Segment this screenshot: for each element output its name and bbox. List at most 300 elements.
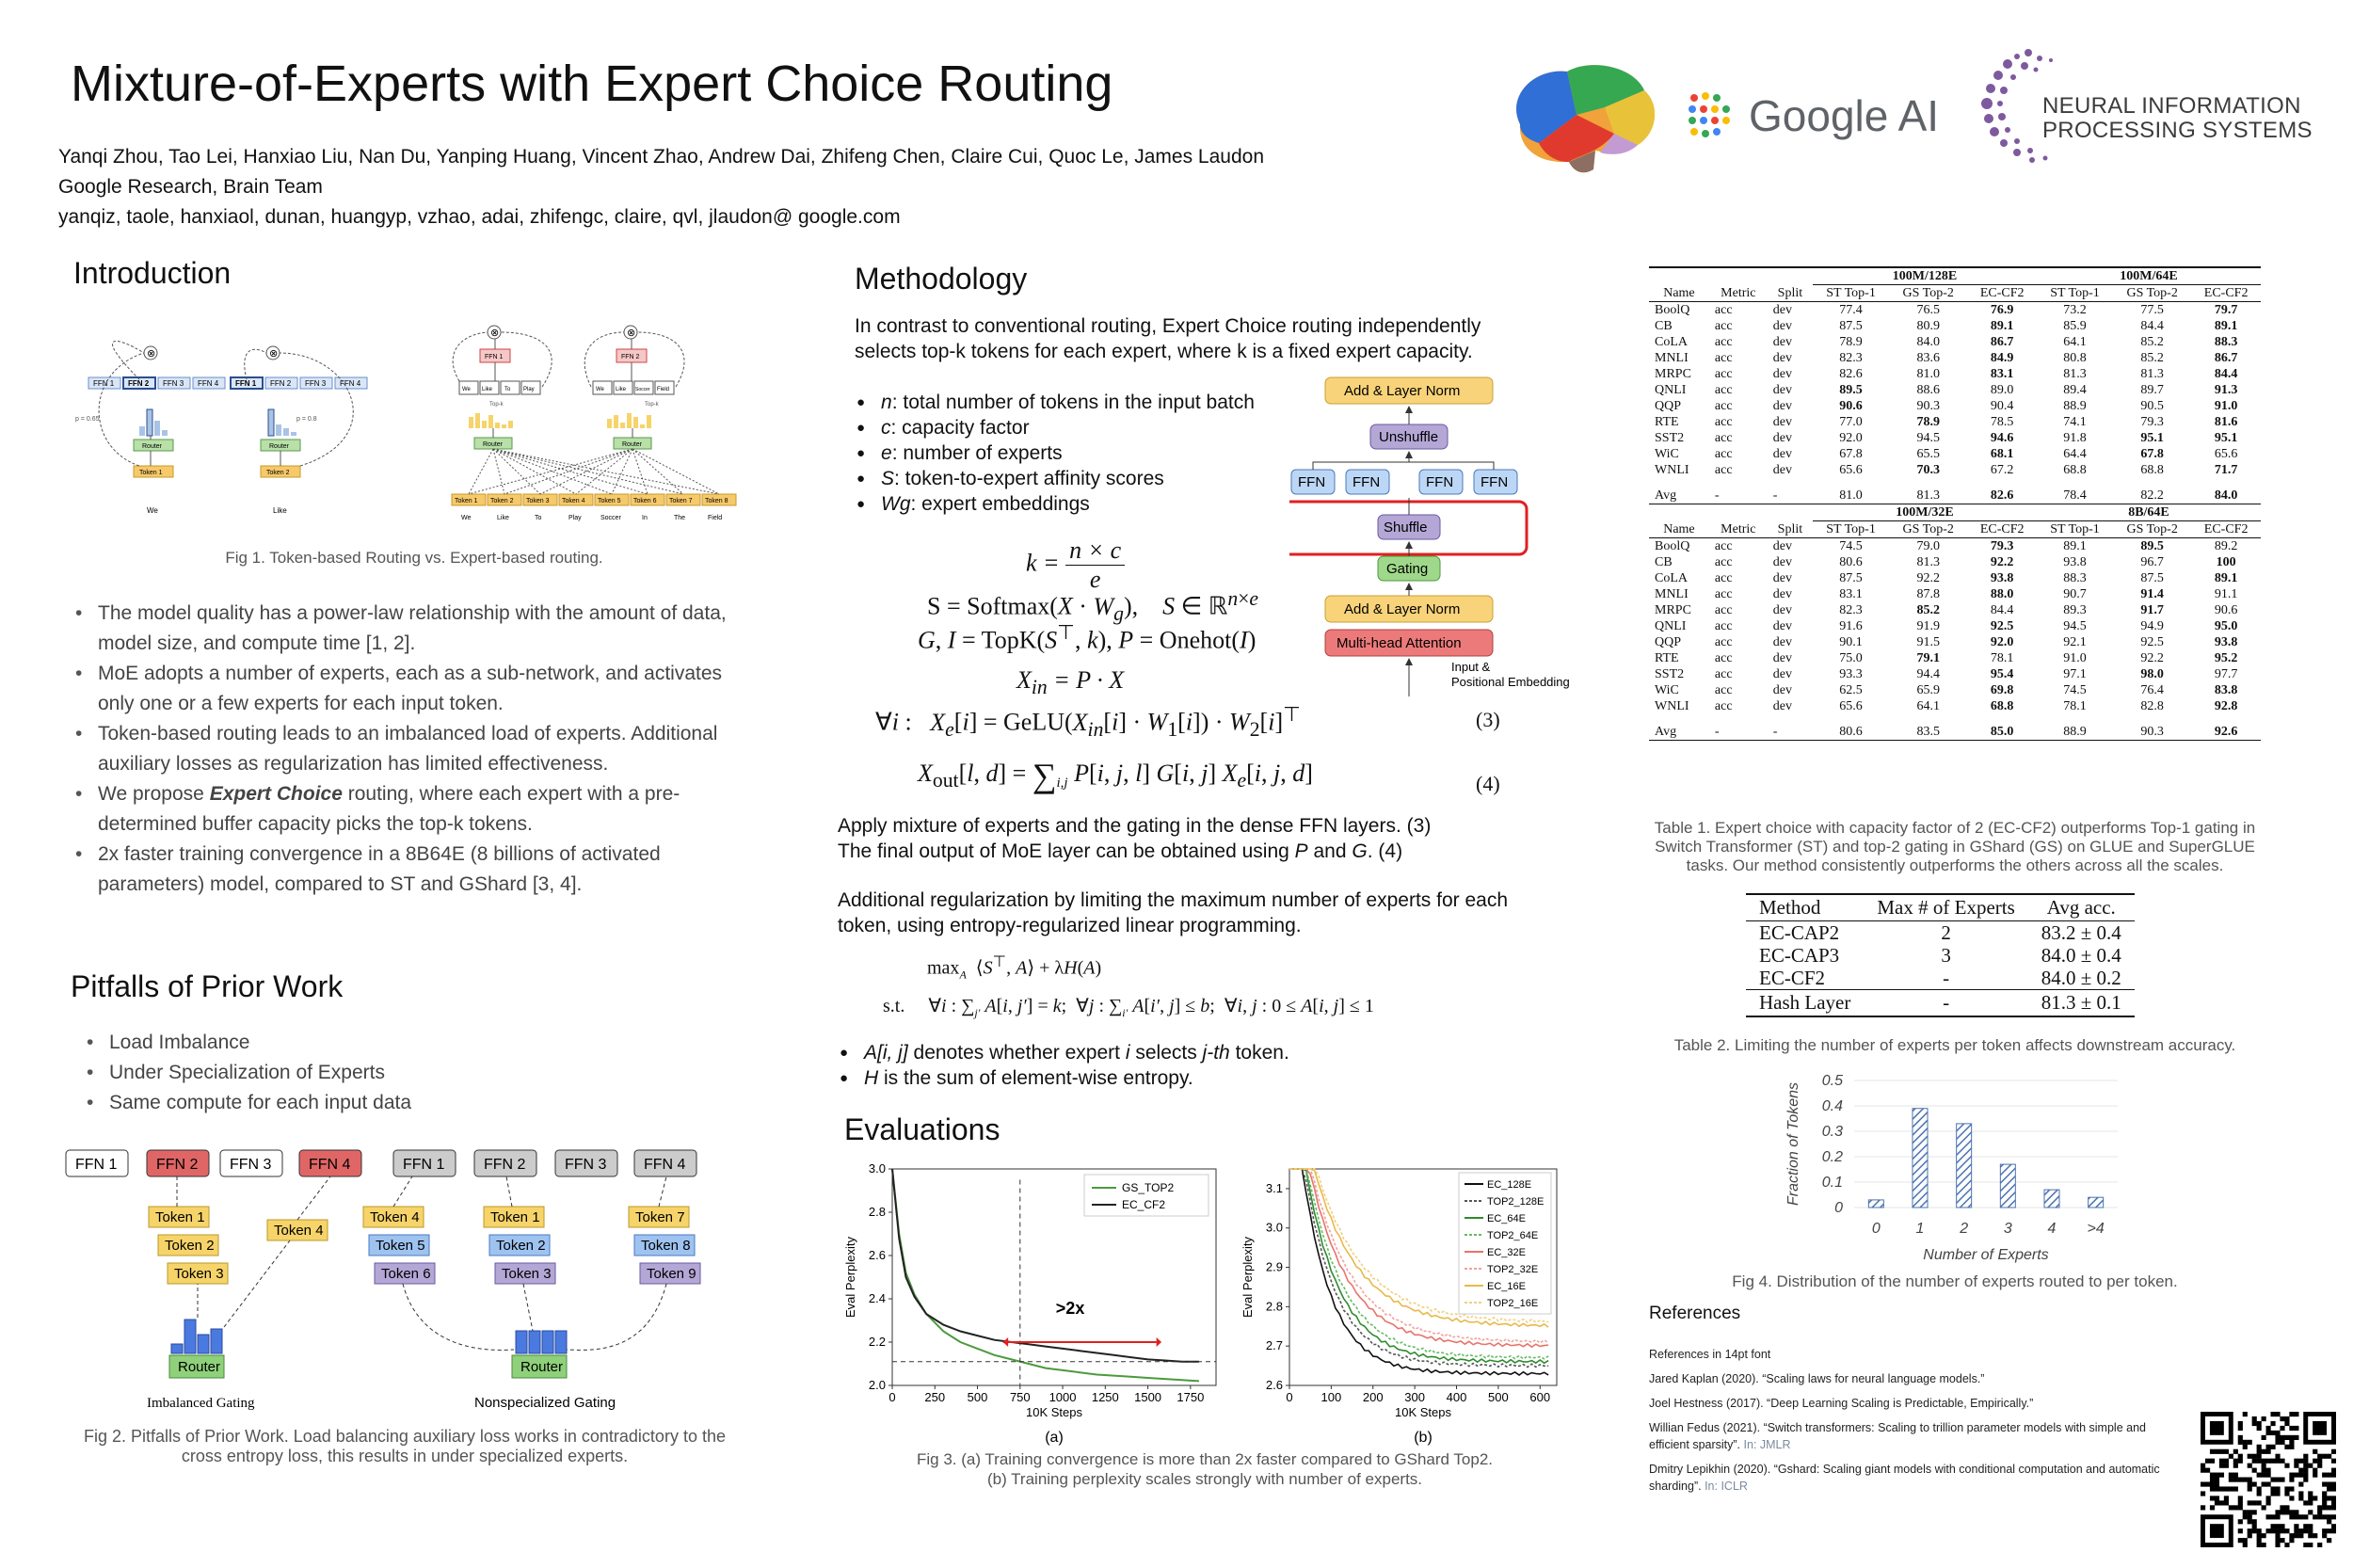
references-note: References in 14pt font — [1649, 1348, 1771, 1361]
qr-module — [2266, 1481, 2271, 1486]
x-axis-label: 10K Steps — [1395, 1405, 1451, 1419]
table1-cell: WiC — [1655, 447, 1679, 461]
qr-module — [2205, 1481, 2210, 1486]
table1-group-header — [1649, 504, 2261, 521]
svg-text:FFN 2: FFN 2 — [484, 1157, 526, 1173]
table1-cell: 95.1 — [2140, 431, 2164, 445]
qr-module — [2280, 1416, 2284, 1421]
qr-module — [2266, 1445, 2271, 1449]
table1-cell: acc — [1714, 319, 1733, 333]
qr-module — [2224, 1459, 2229, 1464]
table1-cell: acc — [1714, 699, 1733, 713]
qr-module — [2275, 1459, 2280, 1464]
y-tick-label: 2.4 — [868, 1291, 886, 1305]
y-tick-label: 2.0 — [868, 1378, 886, 1392]
svg-text:Router: Router — [483, 441, 504, 448]
pitfalls-heading: Pitfalls of Prior Work — [71, 969, 344, 1003]
def-n: ● n: total number of tokens in the input batch — [855, 390, 1306, 415]
table1-cell: 93.8 — [1990, 571, 2014, 585]
qr-module — [2248, 1533, 2252, 1538]
svg-text:FFN 4: FFN 4 — [309, 1157, 351, 1173]
def-e: ● e: number of experts — [855, 440, 1306, 466]
qr-module — [2219, 1459, 2224, 1464]
table1-cell: 71.7 — [2214, 463, 2238, 477]
legend-label: EC_64E — [1487, 1213, 1526, 1224]
svg-text:Token 8: Token 8 — [705, 498, 728, 504]
eq-expert: ∀i : $X_e[i]$ = $GeLU(X_{in}[i] \cdot W_1[i]) \cdot W_2[i]^⊤$ — [875, 703, 1301, 741]
svg-text:Token 2: Token 2 — [266, 470, 290, 476]
table1-row — [1649, 618, 2261, 634]
table1-col-label: Split — [1777, 521, 1803, 536]
method-defs — [855, 390, 1306, 517]
table1-row — [1649, 430, 2261, 446]
table1-cell: 77.4 — [1839, 303, 1863, 317]
qr-module — [2322, 1473, 2327, 1478]
table1-cell: dev — [1772, 651, 1792, 665]
table1-cell: MNLI — [1655, 351, 1689, 365]
qr-module — [2322, 1528, 2327, 1533]
y-tick-label: 3.0 — [868, 1161, 886, 1176]
table1-cell: 91.0 — [2063, 651, 2087, 665]
svg-text:Router: Router — [520, 1359, 564, 1375]
table1-cell: acc — [1714, 571, 1733, 585]
y-tick-label: 2.2 — [868, 1335, 886, 1349]
table1-cell: 81.6 — [2214, 415, 2238, 429]
qr-module — [2280, 1505, 2284, 1510]
table1-grid — [1649, 266, 2261, 741]
qr-module — [2303, 1473, 2308, 1478]
qr-module — [2327, 1538, 2331, 1543]
authors: Yanqi Zhou, Tao Lei, Hanxiao Liu, Nan Du, Yanping Huang, Vincent Zhao, Andrew Dai, Zhifeng Chen, Claire Cui, Quoc Le, James Laudon — [58, 146, 1265, 168]
qr-module — [2229, 1478, 2233, 1482]
qr-module — [2205, 1468, 2210, 1473]
qr-module — [2252, 1416, 2257, 1421]
x-tick-label: 400 — [1446, 1390, 1467, 1404]
qr-module — [2270, 1459, 2275, 1464]
table1-cell: CB — [1655, 555, 1673, 569]
table1-col-header — [1649, 285, 2261, 302]
table1-cell: dev — [1772, 431, 1792, 445]
svg-text:Token 3: Token 3 — [502, 1266, 552, 1282]
qr-module — [2210, 1481, 2215, 1486]
qr-module — [2270, 1514, 2275, 1519]
table1-cell: WNLI — [1655, 463, 1689, 477]
qr-module — [2298, 1533, 2303, 1538]
qr-module — [2215, 1500, 2219, 1505]
legend-label: EC_CF2 — [1122, 1198, 1166, 1211]
table1-col-label: Metric — [1721, 285, 1756, 300]
qr-module — [2219, 1464, 2224, 1468]
table1-row — [1649, 586, 2261, 602]
table1-cell: dev — [1772, 603, 1792, 617]
x-tick-label: 200 — [1362, 1390, 1384, 1404]
table1-cell: 89.4 — [2063, 383, 2087, 397]
table1-cell: 92.2 — [1990, 555, 2014, 569]
x-tick-label: 3 — [2003, 1221, 2012, 1237]
x-tick-label: 300 — [1404, 1390, 1425, 1404]
qr-module — [2238, 1426, 2243, 1431]
svg-text:Token 1: Token 1 — [490, 1209, 540, 1225]
table1-cell: 93.3 — [1839, 667, 1863, 681]
qr-module — [2313, 1496, 2317, 1500]
qr-module — [2262, 1459, 2266, 1464]
qr-module — [2280, 1538, 2284, 1543]
qr-module — [2322, 1481, 2327, 1486]
x-tick-label: 0 — [888, 1390, 896, 1404]
qr-module — [2275, 1533, 2280, 1538]
x-tick-label: 500 — [1488, 1390, 1509, 1404]
table1-cell: dev — [1772, 619, 1792, 633]
qr-module — [2238, 1519, 2243, 1524]
qr-module — [2224, 1464, 2229, 1468]
table1-cell: 64.1 — [1916, 699, 1940, 713]
evaluations-heading: Evaluations — [844, 1112, 1000, 1146]
table1-cell: 80.8 — [2063, 351, 2087, 365]
table1-row — [1649, 302, 2261, 319]
qr-module — [2280, 1478, 2284, 1482]
note-aij: ● A[i, j] denotes whether expert i selects j-th token. — [838, 1040, 1553, 1065]
qr-module — [2322, 1500, 2327, 1505]
qr-module — [2294, 1412, 2298, 1416]
table1-cell: 88.9 — [2063, 725, 2087, 739]
qr-module — [2275, 1491, 2280, 1496]
x-tick-label: 1750 — [1176, 1390, 1205, 1404]
y-tick-label: 3.1 — [1265, 1180, 1283, 1195]
subfigure-label: (b) — [1414, 1430, 1433, 1446]
eq-number-3: (3) — [1476, 708, 1500, 731]
svg-text:FFN 3: FFN 3 — [305, 379, 327, 388]
table1-cell: dev — [1772, 415, 1792, 429]
svg-text:Token 2: Token 2 — [490, 498, 514, 504]
qr-module — [2303, 1454, 2308, 1459]
svg-text:FFN 4: FFN 4 — [644, 1157, 686, 1173]
qr-module — [2289, 1538, 2294, 1543]
qr-module — [2317, 1505, 2322, 1510]
table1-cell: 88.9 — [2063, 399, 2087, 413]
qr-module — [2266, 1431, 2271, 1435]
table1-cell: QQP — [1655, 399, 1682, 413]
qr-module — [2317, 1464, 2322, 1468]
qr-module — [2308, 1524, 2313, 1528]
table1-cell: Avg — [1655, 725, 1677, 739]
table1-cell: acc — [1714, 463, 1733, 477]
table1-cell: MNLI — [1655, 587, 1689, 601]
table1-col-label: ST Top-1 — [2050, 286, 2100, 300]
intro-bullets — [75, 599, 734, 900]
qr-module — [2275, 1514, 2280, 1519]
table1-cell: dev — [1772, 383, 1792, 397]
qr-module — [2248, 1481, 2252, 1486]
qr-module — [2257, 1543, 2262, 1547]
legend-label: TOP2_32E — [1487, 1264, 1539, 1275]
svg-text:Token 2: Token 2 — [496, 1238, 546, 1254]
qr-module — [2215, 1473, 2219, 1478]
table1-cell: acc — [1714, 351, 1733, 365]
table1-cell: 78.1 — [1990, 651, 2014, 665]
qr-module — [2303, 1524, 2308, 1528]
eq-softmax: S = Softmax(X · $W_g$), S ∈ ℝ$^{n\times e}$ — [927, 587, 1259, 625]
table1-col-label: EC-CF2 — [1979, 522, 2025, 536]
table1-cell: 92.5 — [2140, 635, 2164, 649]
fig3b-perplexity-chart — [1241, 1158, 1561, 1449]
qr-module — [2219, 1500, 2224, 1505]
qr-module — [2308, 1533, 2313, 1538]
svg-text:FFN 2: FFN 2 — [270, 379, 292, 388]
table1-row — [1649, 538, 2261, 555]
table1-cell: Avg — [1655, 488, 1677, 503]
qr-module — [2252, 1481, 2257, 1486]
svg-text:⊗: ⊗ — [269, 348, 279, 360]
qr-module — [2331, 1449, 2336, 1454]
qr-module — [2243, 1543, 2248, 1547]
table1-cell: 83.5 — [1916, 725, 1940, 739]
table1-cell: 84.4 — [1990, 603, 2014, 617]
qr-module — [2327, 1481, 2331, 1486]
qr-module — [2317, 1454, 2322, 1459]
table1-cell: 81.0 — [1916, 367, 1940, 381]
table1-cell: 78.1 — [2063, 699, 2087, 713]
qr-module — [2219, 1449, 2224, 1454]
qr-module — [2284, 1421, 2289, 1426]
qr-module — [2262, 1533, 2266, 1538]
qr-module — [2331, 1505, 2336, 1510]
table1-cell: 94.9 — [2140, 619, 2164, 633]
table1 — [1649, 266, 2261, 741]
intro-bullet-propose: • We propose Expert Choice routing, where each expert with a pre-determined buffer capacity picks the top-k tokens. — [75, 779, 734, 840]
svg-text:FFN 2: FFN 2 — [621, 354, 640, 360]
svg-text:Gating: Gating — [1386, 561, 1429, 577]
svg-text:Top-k: Top-k — [489, 402, 504, 408]
qr-module — [2243, 1538, 2248, 1543]
table1-cell: 87.5 — [1839, 319, 1863, 333]
qr-module — [2327, 1454, 2331, 1459]
qr-module — [2284, 1543, 2289, 1547]
y-tick-label: 2.8 — [868, 1205, 886, 1219]
qr-module — [2303, 1478, 2308, 1482]
table1-row — [1649, 366, 2261, 382]
qr-module — [2257, 1486, 2262, 1491]
table1-cell: 77.0 — [1839, 415, 1863, 429]
qr-module — [2289, 1496, 2294, 1500]
qr-module — [2238, 1496, 2243, 1500]
table1-cell: 91.1 — [2214, 587, 2238, 601]
svg-text:Router: Router — [622, 441, 643, 448]
legend — [1084, 1175, 1209, 1216]
qr-module — [2275, 1543, 2280, 1547]
table1-cell: dev — [1772, 399, 1792, 413]
table1-cell: 79.3 — [1990, 539, 2014, 553]
references-list — [1649, 1370, 2176, 1495]
qr-module — [2327, 1486, 2331, 1491]
qr-module — [2322, 1491, 2327, 1496]
qr-code-icon[interactable] — [2201, 1412, 2336, 1547]
bar-4 — [2044, 1190, 2059, 1208]
table1-row — [1649, 634, 2261, 650]
qr-module — [2270, 1524, 2275, 1528]
method-intro: In contrast to conventional routing, Expert Choice routing independently selects top-k tokens for each expert, where k is a fixed expert capacity. — [855, 315, 1481, 362]
reference-item: Dmitry Lepikhin (2020). “Gshard: Scaling giant models with conditional computation and automatic sharding”. In: ICLR — [1649, 1463, 2160, 1493]
table1-cell: acc — [1714, 431, 1733, 445]
table1-cell: dev — [1772, 667, 1792, 681]
intro-bullet: • MoE adopts a number of experts, each as a sub-network, and activates only one or a few experts for each input token. — [75, 659, 734, 719]
qr-module — [2294, 1435, 2298, 1440]
qr-module — [2210, 1478, 2215, 1482]
table1-cell: 88.0 — [1990, 587, 2014, 601]
qr-module — [2215, 1496, 2219, 1500]
table1-cell: acc — [1714, 587, 1733, 601]
qr-module — [2201, 1481, 2205, 1486]
eq-xin: $X_{in} = P \cdot X$ — [1016, 666, 1125, 699]
qr-module — [2270, 1431, 2275, 1435]
qr-module — [2294, 1533, 2298, 1538]
y-tick-label: 0.2 — [1821, 1149, 1843, 1165]
qr-module — [2284, 1505, 2289, 1510]
table1-cell: dev — [1772, 699, 1792, 713]
table1-cell: 82.3 — [1839, 351, 1863, 365]
table1-row — [1649, 350, 2261, 366]
table1-cell: 68.8 — [2063, 463, 2087, 477]
table1-cell: 65.6 — [1839, 699, 1863, 713]
qr-module — [2233, 1486, 2238, 1491]
svg-text:We: We — [461, 515, 472, 521]
qr-module — [2322, 1533, 2327, 1538]
svg-text:Multi-head Attention: Multi-head Attention — [1337, 635, 1462, 651]
x-tick-label: 1250 — [1091, 1390, 1119, 1404]
svg-text:Unshuffle: Unshuffle — [1379, 429, 1439, 445]
qr-module — [2308, 1528, 2313, 1533]
reference-item: Willian Fedus (2021). “Switch transformers: Scaling to trillion parameter models with simple and efficient sparsity”. In: JMLR — [1649, 1421, 2146, 1451]
x-tick-label: 0 — [1871, 1221, 1881, 1237]
qr-module — [2201, 1468, 2205, 1473]
table1-cell: 67.2 — [1990, 463, 2014, 477]
table1-cell: 94.4 — [1916, 667, 1940, 681]
table1-cell: 81.3 — [2140, 367, 2164, 381]
qr-module — [2238, 1500, 2243, 1505]
table1-cell: 79.0 — [1916, 539, 1940, 553]
qr-module — [2266, 1468, 2271, 1473]
svg-text:Token 8: Token 8 — [641, 1238, 691, 1254]
table1-cell: 76.5 — [1916, 303, 1940, 317]
table1-cell: 92.2 — [2140, 651, 2164, 665]
qr-module — [2266, 1449, 2271, 1454]
qr-module — [2257, 1491, 2262, 1496]
qr-module — [2294, 1510, 2298, 1514]
table1-cell: dev — [1772, 335, 1792, 349]
table1-col-header — [1649, 521, 2261, 538]
def-wg: ● Wg: expert embeddings — [855, 491, 1306, 517]
table1-cell: 81.3 — [1916, 488, 1940, 503]
qr-module — [2313, 1473, 2317, 1478]
qr-module — [2289, 1440, 2294, 1445]
qr-module — [2224, 1486, 2229, 1491]
qr-module — [2298, 1473, 2303, 1478]
table1-cell: 64.4 — [2063, 447, 2087, 461]
qr-module — [2257, 1454, 2262, 1459]
table1-cell: acc — [1714, 555, 1733, 569]
qr-module — [2243, 1478, 2248, 1482]
y-tick-label: 2.9 — [1265, 1259, 1283, 1274]
table1-cell: 89.0 — [1990, 383, 2014, 397]
svg-text:Nonspecialized Gating: Nonspecialized Gating — [474, 1395, 616, 1411]
qr-module — [2331, 1473, 2336, 1478]
eq-number-4: (4) — [1476, 772, 1500, 795]
x-tick-label: 750 — [1009, 1390, 1031, 1404]
qr-module — [2210, 1486, 2215, 1491]
table1-cell: 89.7 — [2140, 383, 2164, 397]
qr-module — [2210, 1505, 2215, 1510]
svg-text:Token 6: Token 6 — [381, 1266, 431, 1282]
qr-module — [2252, 1524, 2257, 1528]
table1-cell: 85.2 — [1916, 603, 1940, 617]
qr-module — [2238, 1454, 2243, 1459]
table1-cell: acc — [1714, 367, 1733, 381]
table1-cell: 74.1 — [2063, 415, 2087, 429]
qr-module — [2303, 1464, 2308, 1468]
qr-module — [2266, 1528, 2271, 1533]
qr-module — [2284, 1445, 2289, 1449]
table1-cell: 97.7 — [2214, 667, 2238, 681]
table1-cell: 82.8 — [2140, 699, 2164, 713]
reference-item: Jared Kaplan (2020). “Scaling laws for neural language models.” — [1649, 1372, 1985, 1385]
x-tick-label: 2 — [1960, 1221, 1969, 1237]
qr-module — [2270, 1486, 2275, 1491]
table1-cell: WNLI — [1655, 699, 1689, 713]
qr-module — [2308, 1500, 2313, 1505]
table1-cell: 84.9 — [1990, 351, 2014, 365]
y-tick-label: 0.5 — [1821, 1073, 1843, 1089]
qr-module — [2294, 1426, 2298, 1431]
legend-label: TOP2_16E — [1487, 1298, 1539, 1309]
svg-text:FFN: FFN — [1353, 474, 1381, 490]
table1-cell: acc — [1714, 539, 1733, 553]
qr-module — [2243, 1445, 2248, 1449]
table1-cell: dev — [1772, 303, 1792, 317]
qr-module — [2262, 1435, 2266, 1440]
qr-module — [2210, 1459, 2215, 1464]
qr-module — [2243, 1514, 2248, 1519]
svg-text:FFN: FFN — [1426, 474, 1454, 490]
qr-module — [2294, 1524, 2298, 1528]
table1-cell: 62.5 — [1839, 683, 1863, 697]
qr-module — [2294, 1528, 2298, 1533]
qr-module — [2275, 1486, 2280, 1491]
table1-group-header — [1649, 267, 2261, 285]
intro-bullet: • The model quality has a power-law relationship with the amount of data, model size, and compute time [1, 2]. — [75, 599, 734, 659]
qr-module — [2322, 1454, 2327, 1459]
qr-module — [2284, 1416, 2289, 1421]
table1-cell: 95.4 — [1990, 667, 2014, 681]
x-tick-label: >4 — [2087, 1221, 2105, 1237]
poster-title: Mixture-of-Experts with Expert Choice Routing — [71, 56, 1113, 112]
qr-module — [2313, 1514, 2317, 1519]
eq-lp-objective: $\max_A$ ⟨S⊤, A⟩ + λH(A) — [927, 952, 1102, 982]
svg-text:Imbalanced Gating: Imbalanced Gating — [147, 1396, 255, 1411]
qr-module — [2298, 1491, 2303, 1496]
y-tick-label: 0 — [1834, 1200, 1843, 1216]
qr-module — [2257, 1459, 2262, 1464]
qr-module — [2313, 1533, 2317, 1538]
table1-cell: 74.5 — [1839, 539, 1863, 553]
table1-cell: dev — [1772, 555, 1792, 569]
table1-cell: BoolQ — [1655, 539, 1690, 553]
qr-module — [2327, 1519, 2331, 1524]
table1-col-label: Name — [1663, 521, 1695, 536]
table1-cell: dev — [1772, 571, 1792, 585]
table1-row — [1649, 570, 2261, 586]
svg-text:⊗: ⊗ — [147, 348, 156, 360]
table1-cell: 91.0 — [2214, 399, 2238, 413]
table1-cell: CoLA — [1655, 335, 1688, 349]
